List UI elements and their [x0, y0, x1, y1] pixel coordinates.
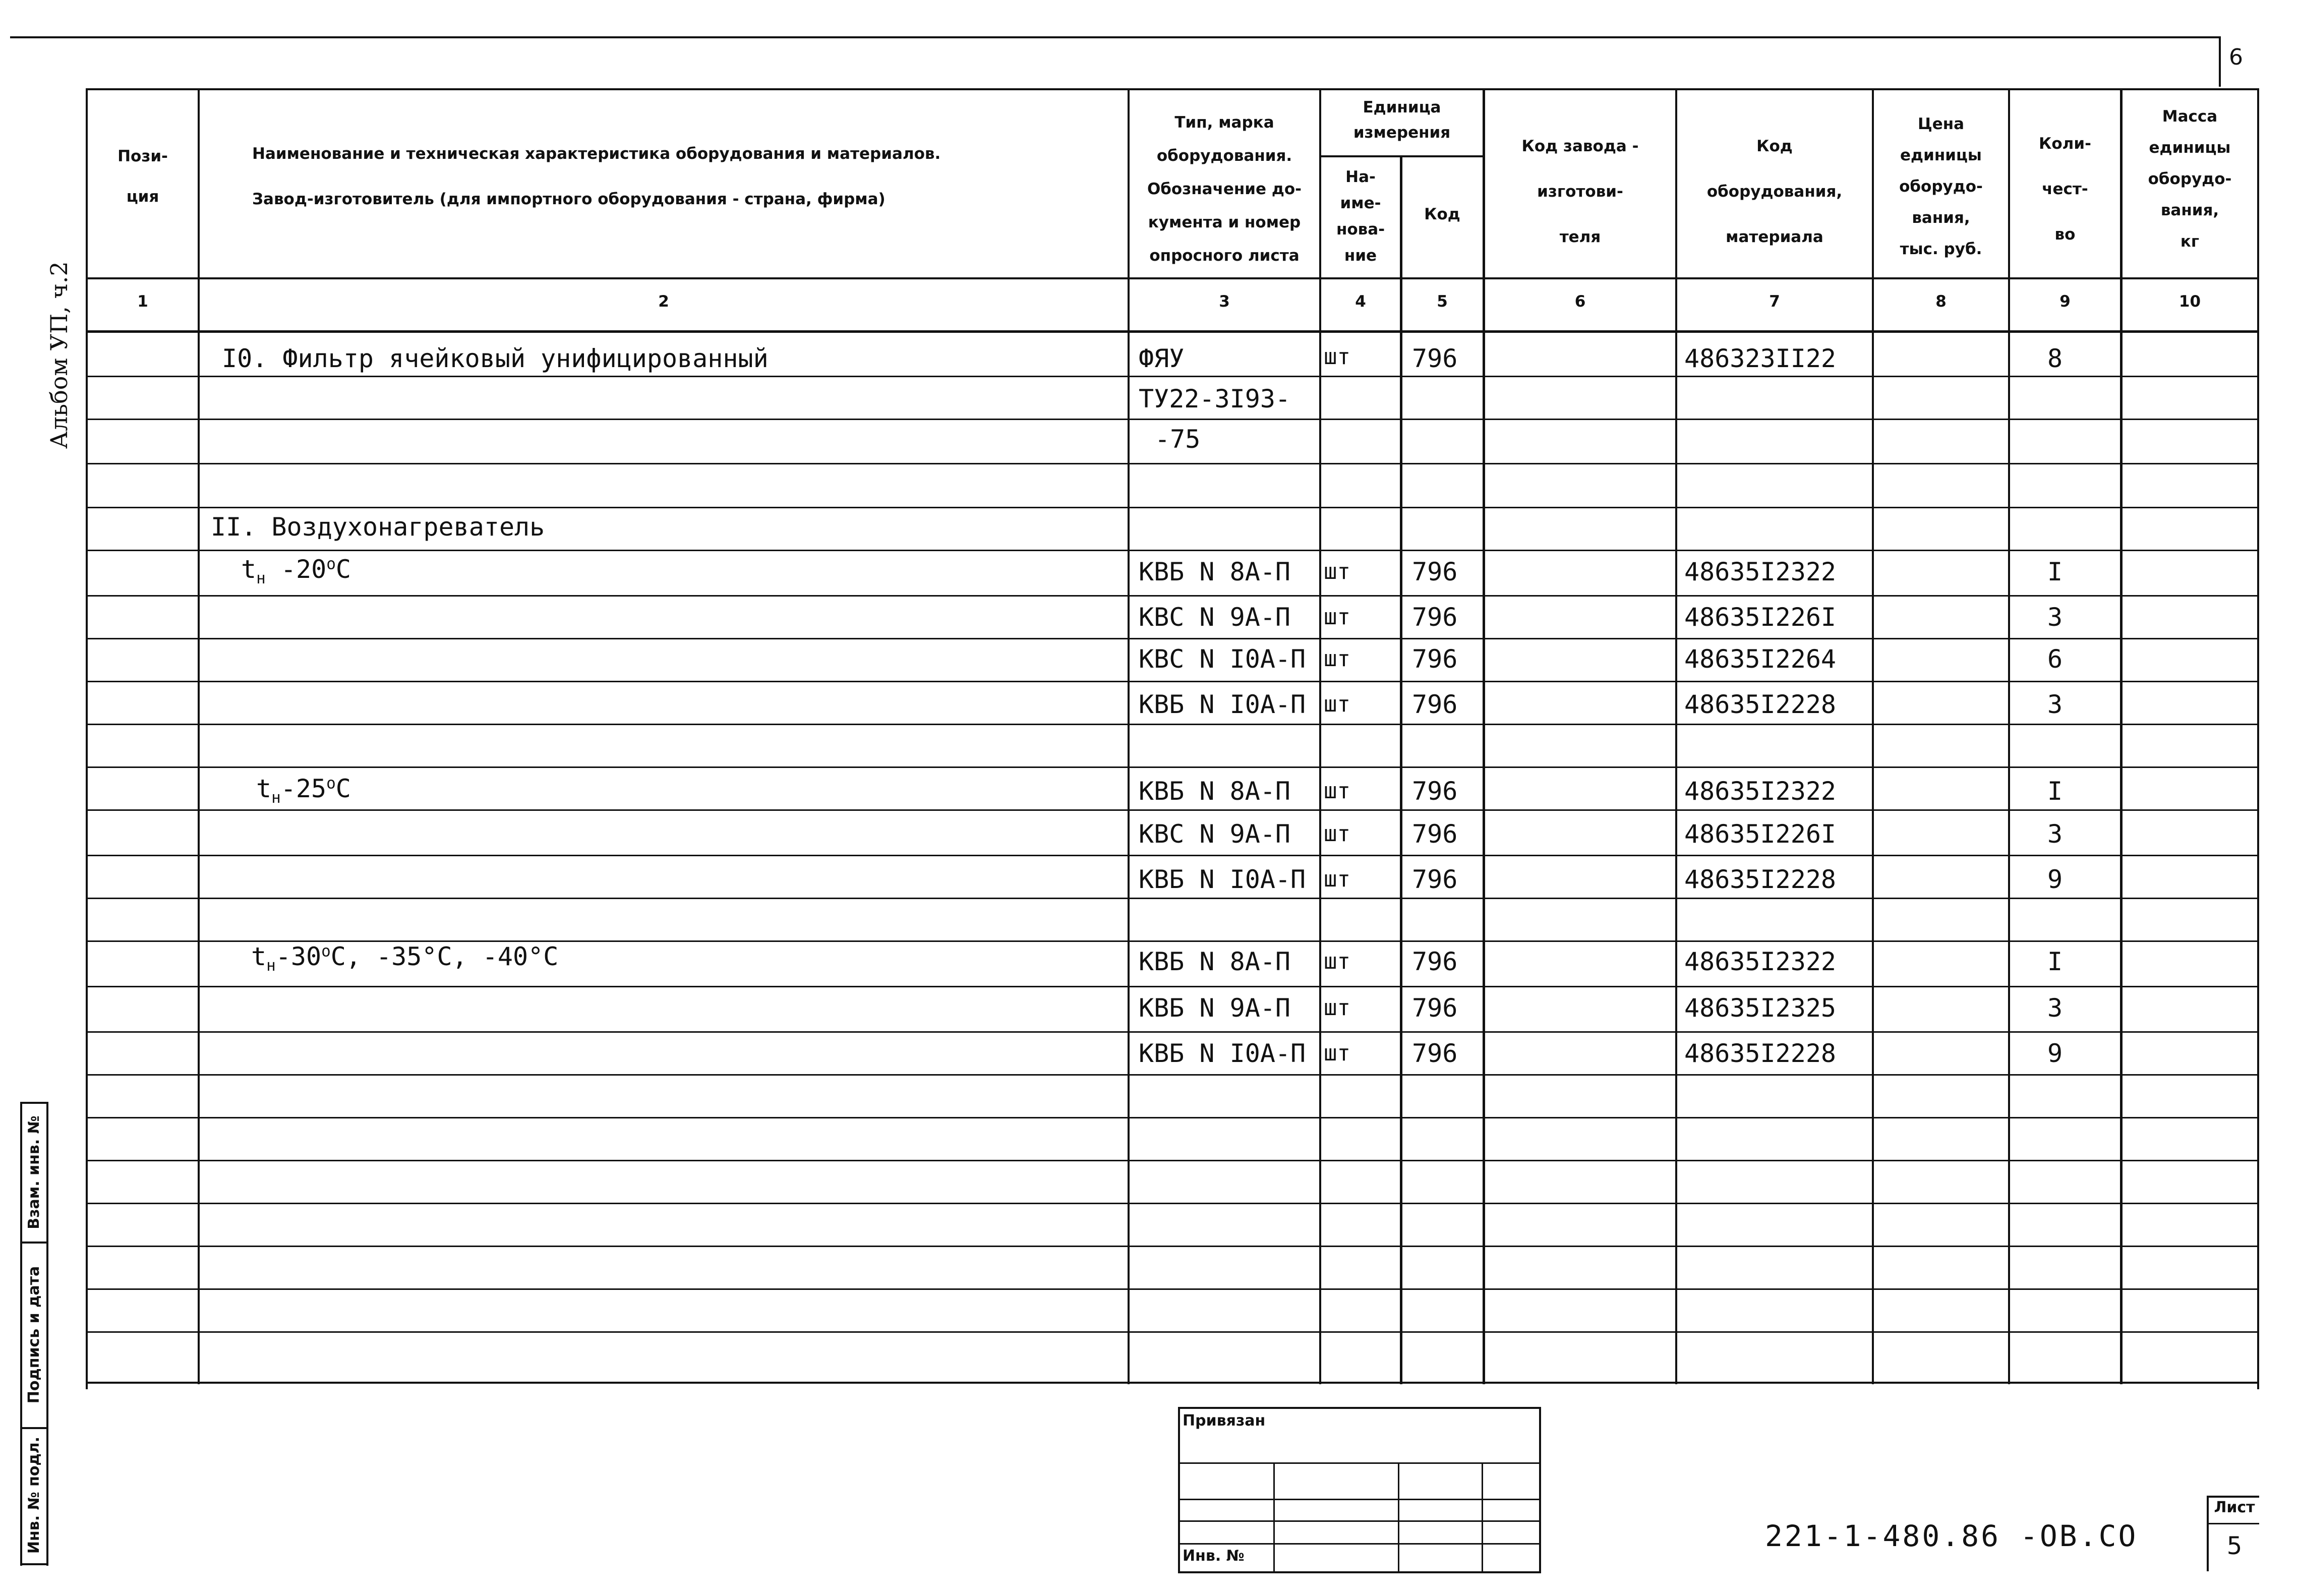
row-qty: 3 — [2047, 690, 2063, 719]
header-col2: Наименование и техническая характеристика оборудования и материалов. Завод-изготовитель (для импортного оборудования - страна, фирма) — [252, 145, 941, 208]
row-unit: шт — [1324, 778, 1350, 804]
row-line — [88, 1331, 2257, 1333]
sheet-box-left — [2207, 1496, 2209, 1571]
row-line — [88, 638, 2257, 639]
row-unit: шт — [1324, 949, 1350, 974]
row-line — [88, 595, 2257, 597]
row-qty: 3 — [2047, 819, 2063, 849]
row-unit: шт — [1324, 821, 1350, 847]
row-type: КВБ N 8А-П — [1139, 947, 1291, 976]
header-col4: На- име- нова- ние — [1336, 168, 1385, 265]
bound-box-col-2 — [1398, 1462, 1399, 1572]
row-line — [88, 1160, 2257, 1161]
row-unit: шт — [1324, 691, 1350, 717]
row-qty: 3 — [2047, 603, 2063, 632]
header-col6: Код завода - изготови- теля — [1521, 137, 1639, 246]
row-equip-code: 486323II22 — [1684, 344, 1837, 373]
row-type: КВБ N 8А-П — [1139, 557, 1291, 586]
bound-box-inv-label: Инв. № — [1183, 1547, 1245, 1565]
row-code: 796 — [1412, 1039, 1458, 1068]
colnum-8: 8 — [1935, 292, 1947, 311]
row-line — [88, 766, 2257, 768]
row-unit: шт — [1324, 646, 1350, 672]
row-equip-code: 48635I226I — [1684, 819, 1837, 849]
row-line — [88, 1074, 2257, 1076]
bound-box-row-3 — [1178, 1520, 1541, 1522]
row-code: 796 — [1412, 865, 1458, 894]
bound-box-left — [1178, 1407, 1180, 1573]
sheet-number: 5 — [2226, 1532, 2243, 1560]
row-equip-code: 48635I2322 — [1684, 557, 1837, 586]
colnum-9: 9 — [2059, 292, 2071, 311]
stamp-bottom — [20, 1563, 48, 1565]
row-qty: I — [2047, 777, 2063, 806]
sheet-box-top — [2207, 1496, 2259, 1498]
bound-box-row-4 — [1178, 1543, 1541, 1545]
col-sep-3 — [1319, 88, 1321, 1384]
row-type: КВБ N I0А-П — [1139, 865, 1306, 894]
frame-top — [86, 88, 2259, 90]
header-col8: Цена единицы оборудо- вания, тыс. руб. — [1899, 115, 1983, 258]
row-code: 796 — [1412, 993, 1458, 1023]
row-equip-code: 48635I2322 — [1684, 947, 1837, 976]
row-code: 796 — [1412, 344, 1458, 373]
header-col9: Коли- чест- во — [2039, 135, 2091, 244]
row-equip-code: 48635I2264 — [1684, 644, 1837, 674]
row-qty: I — [2047, 947, 2063, 976]
row-type: ФЯУ — [1139, 344, 1185, 373]
row-equip-code: 48635I2228 — [1684, 1039, 1837, 1068]
row-line — [88, 809, 2257, 811]
row-code: 796 — [1412, 644, 1458, 674]
bound-box-top — [1178, 1407, 1541, 1409]
row-type: КВБ N 9А-П — [1139, 993, 1291, 1023]
frame-right — [2257, 88, 2259, 1389]
row-unit: шт — [1324, 559, 1350, 584]
header-col7: Код оборудования, материала — [1706, 137, 1843, 246]
col-sep-6 — [1675, 88, 1677, 1384]
row-qty: 8 — [2047, 344, 2063, 373]
row-qty: 9 — [2047, 865, 2063, 894]
row-qty: 9 — [2047, 1039, 2063, 1068]
album-label: Альбом УП, ч.2 — [45, 261, 73, 449]
colnum-3: 3 — [1219, 292, 1230, 311]
header-col1: Пози- ция — [117, 147, 168, 206]
colnum-5: 5 — [1437, 292, 1448, 311]
colnum-6: 6 — [1574, 292, 1586, 311]
colnum-bottom — [86, 330, 2259, 333]
row-code: 796 — [1412, 690, 1458, 719]
bound-box-title: Привязан — [1183, 1412, 1266, 1430]
colnum-10: 10 — [2178, 292, 2201, 311]
row-qty: 3 — [2047, 993, 2063, 1023]
row-line — [88, 1288, 2257, 1290]
header-unit-group: Единица измерения — [1353, 98, 1451, 142]
row-name: II. Воздухонагреватель — [211, 512, 545, 542]
row-unit: шт — [1324, 866, 1350, 892]
bound-box-col-1 — [1273, 1462, 1275, 1572]
col-sep-4 — [1400, 155, 1402, 1384]
row-type: КВБ N 8А-П — [1139, 777, 1291, 806]
row-line — [88, 681, 2257, 682]
row-qty: 6 — [2047, 644, 2063, 674]
row-line — [88, 855, 2257, 856]
row-line — [88, 463, 2257, 464]
row-line — [88, 1203, 2257, 1204]
bound-box-col-3 — [1482, 1462, 1483, 1572]
col-sep-8 — [2008, 88, 2010, 1384]
row-code: 796 — [1412, 603, 1458, 632]
row-equip-code: 48635I2228 — [1684, 690, 1837, 719]
row-line — [88, 1246, 2257, 1247]
row-name-temp: $t_н-30^оС$, -35°С, -40°С — [251, 942, 559, 975]
col-sep-1 — [198, 88, 200, 1384]
col-sep-5 — [1483, 88, 1485, 1384]
row-line — [88, 898, 2257, 899]
row-equip-code: 48635I226I — [1684, 603, 1837, 632]
row-line — [88, 507, 2257, 508]
stamp-signature-date: Подпись и дата — [25, 1266, 43, 1404]
row-equip-code: 48635I2325 — [1684, 993, 1837, 1023]
stamp-replace-inv: Взам. инв. № — [25, 1115, 43, 1229]
row-type: -75 — [1155, 425, 1201, 454]
page-number-top: 6 — [2229, 44, 2243, 70]
frame-left — [86, 88, 88, 1389]
row-line — [88, 724, 2257, 725]
stamp-original-inv: Инв. № подл. — [25, 1436, 43, 1554]
row-unit: шт — [1324, 604, 1350, 630]
row-name-temp: $t_н-25^оС$ — [256, 774, 351, 807]
header-bottom — [86, 277, 2259, 279]
frame-bottom-area — [86, 1382, 2259, 1384]
col-sep-2 — [1128, 88, 1130, 1384]
row-code: 796 — [1412, 819, 1458, 849]
sheet-box-mid — [2207, 1523, 2259, 1524]
row-type: КВС N 9А-П — [1139, 819, 1291, 849]
row-code: 796 — [1412, 557, 1458, 586]
row-line — [88, 1117, 2257, 1118]
row-name-temp: $t_н$ $-20^оС$ — [241, 555, 351, 587]
colnum-7: 7 — [1769, 292, 1780, 311]
header-col10: Масса единицы оборудо- вания, кг — [2148, 107, 2232, 251]
col-sep-9 — [2120, 88, 2123, 1384]
bound-box-bottom — [1178, 1571, 1541, 1573]
page-box-left — [2219, 36, 2221, 87]
row-code: 796 — [1412, 777, 1458, 806]
bound-box-row-1 — [1178, 1462, 1541, 1464]
colnum-4: 4 — [1355, 292, 1366, 311]
sheet-label: Лист — [2214, 1499, 2255, 1516]
row-name: I0. Фильтр ячейковый унифицированный — [222, 344, 769, 373]
row-line — [88, 376, 2257, 377]
row-equip-code: 48635I2228 — [1684, 865, 1837, 894]
col-sep-7 — [1872, 88, 1874, 1384]
colnum-2: 2 — [658, 292, 669, 311]
row-unit: шт — [1324, 1040, 1350, 1066]
row-type: КВБ N I0А-П — [1139, 690, 1306, 719]
row-line — [88, 986, 2257, 987]
row-type: ТУ22-3I93- — [1139, 384, 1291, 413]
row-type: КВБ N I0А-П — [1139, 1039, 1306, 1068]
row-unit: шт — [1324, 995, 1350, 1021]
row-line — [88, 1031, 2257, 1033]
row-line — [88, 419, 2257, 420]
row-unit: шт — [1324, 344, 1350, 370]
top-rule — [10, 36, 2219, 38]
row-qty: I — [2047, 557, 2063, 586]
row-line — [88, 550, 2257, 551]
document-code: 221-1-480.86 -ОВ.СО — [1765, 1519, 2138, 1553]
row-code: 796 — [1412, 947, 1458, 976]
row-type: КВС N I0А-П — [1139, 644, 1306, 674]
header-col5: Код — [1424, 205, 1460, 223]
bound-box-right — [1539, 1407, 1541, 1573]
header-col3: Тип, марка оборудования. Обозначение до- кумента и номер опросного листа — [1147, 113, 1302, 265]
bound-box-row-2 — [1178, 1499, 1541, 1500]
colnum-1: 1 — [137, 292, 148, 311]
row-type: КВС N 9А-П — [1139, 603, 1291, 632]
row-equip-code: 48635I2322 — [1684, 777, 1837, 806]
